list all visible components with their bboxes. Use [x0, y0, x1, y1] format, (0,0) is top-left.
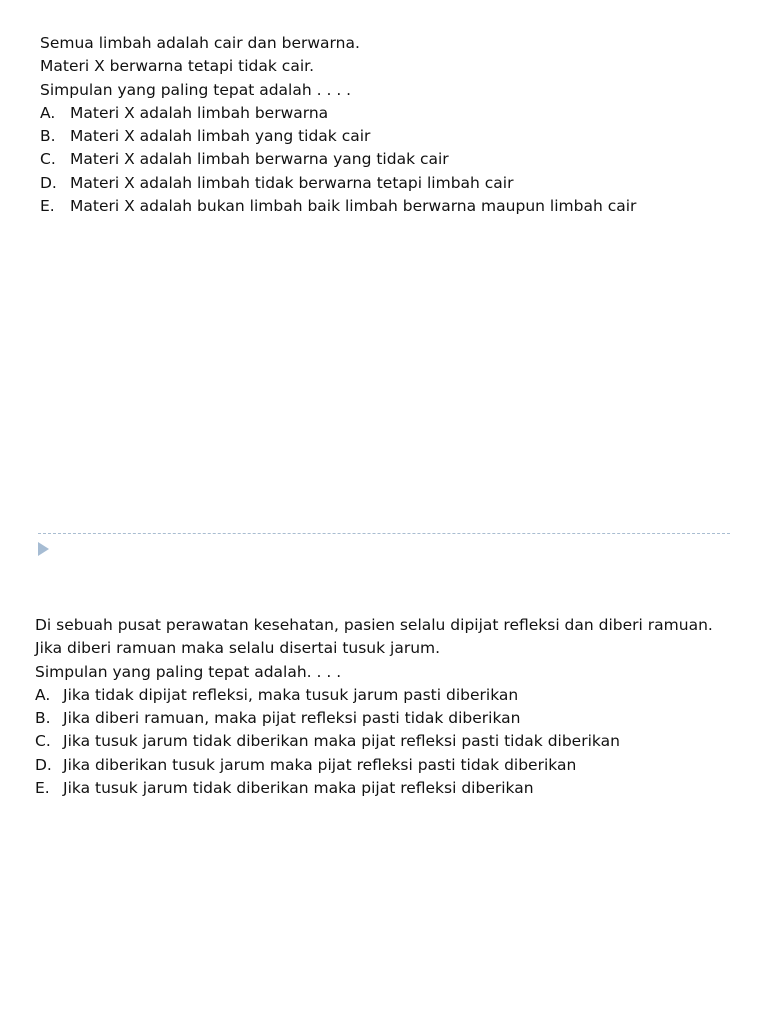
- option-letter: B.: [35, 709, 51, 728]
- question-2-premise-2: Jika diberi ramuan maka selalu disertai tusuk jarum.: [35, 639, 441, 658]
- option-letter: E.: [40, 197, 55, 216]
- option-text: Jika tusuk jarum tidak diberikan maka pijat refleksi pasti tidak diberikan: [63, 732, 620, 751]
- question-2-option-a: [35, 684, 713, 707]
- option-text: Jika diberikan tusuk jarum maka pijat refleksi pasti tidak diberikan: [63, 755, 577, 774]
- question-2-prompt: Simpulan yang paling tepat adalah. . . .: [35, 662, 342, 681]
- question-2-option-b: [35, 707, 713, 730]
- question-1-premise-1: Semua limbah adalah cair dan berwarna.: [40, 34, 360, 52]
- question-1-option-e: [40, 195, 636, 218]
- question-1-option-b: [40, 125, 636, 148]
- question-1-prompt: Simpulan yang paling tepat adalah . . . .: [40, 80, 352, 99]
- option-letter: D.: [40, 173, 57, 192]
- question-2-option-e: [35, 777, 713, 800]
- option-letter: E.: [35, 779, 50, 798]
- option-letter: A.: [35, 685, 51, 704]
- option-text: Materi X adalah limbah tidak berwarna tetapi limbah cair: [70, 173, 514, 192]
- question-2-premise-1: Di sebuah pusat perawatan kesehatan, pasien selalu dipijat refleksi dan diberi ramuan.: [35, 616, 713, 634]
- option-text: Materi X adalah limbah berwarna: [70, 103, 329, 122]
- option-letter: C.: [35, 732, 51, 751]
- option-text: Jika diberi ramuan, maka pijat refleksi pasti tidak diberikan: [63, 709, 521, 728]
- option-text: Materi X adalah limbah yang tidak cair: [70, 127, 371, 146]
- option-text: Jika tusuk jarum tidak diberikan maka pijat refleksi diberikan: [63, 779, 534, 798]
- question-2-option-d: [35, 754, 713, 777]
- option-letter: C.: [40, 150, 56, 169]
- option-text: Jika tidak dipijat refleksi, maka tusuk jarum pasti diberikan: [63, 685, 519, 704]
- question-2-option-c: [35, 730, 713, 753]
- option-text: Materi X adalah limbah berwarna yang tidak cair: [70, 150, 449, 169]
- option-letter: A.: [40, 103, 56, 122]
- question-1: [40, 32, 636, 218]
- option-text: Materi X adalah bukan limbah baik limbah berwarna maupun limbah cair: [70, 197, 637, 216]
- question-1-premise-2: Materi X berwarna tetapi tidak cair.: [40, 57, 314, 76]
- triangle-bullet-icon: [38, 542, 49, 556]
- option-letter: D.: [35, 755, 52, 774]
- question-1-option-d: [40, 172, 636, 195]
- slide-2: [0, 512, 768, 1024]
- option-letter: B.: [40, 127, 56, 146]
- question-1-option-c: [40, 148, 636, 171]
- question-2: [35, 614, 713, 800]
- slide-separator: [38, 533, 730, 534]
- question-1-option-a: [40, 102, 636, 125]
